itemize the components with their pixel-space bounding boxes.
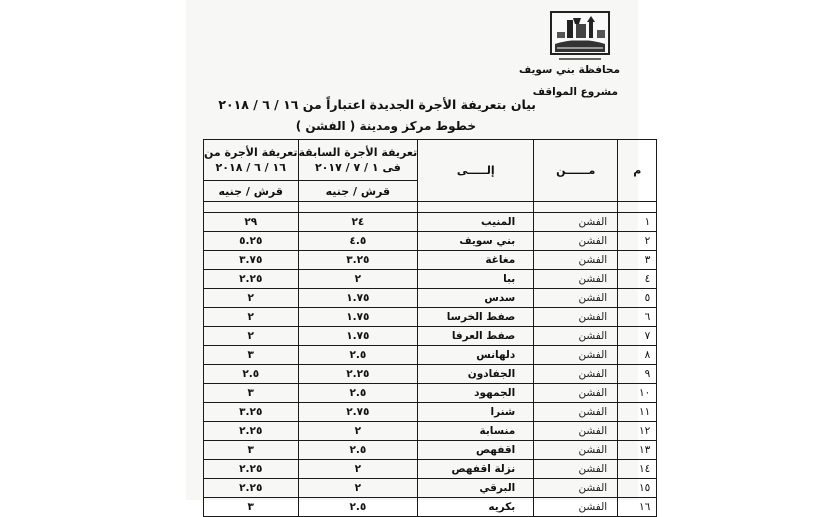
table-row: ١١ الفشن شنرا ٢.٧٥ ٣.٢٥ [204, 403, 657, 422]
old-fare-date: فى ١ / ٧ / ٢٠١٧ [314, 161, 401, 174]
table-row: ٣ الفشن مغاغة ٣.٢٥ ٣.٧٥ [204, 251, 657, 270]
governorate-name: محافظة بني سويف [518, 64, 620, 76]
table-row: ١ الفشن المنيب ٢٤ ٢٩ [204, 213, 657, 232]
table-row: ١٥ الفشن البرقي ٢ ٢.٢٥ [204, 479, 657, 498]
table-row: ١٠ الفشن الجمهود ٢.٥ ٣ [204, 384, 657, 403]
table-row: ٧ الفشن صفط العرفا ١.٧٥ ٢ [204, 327, 657, 346]
col-to-header: إلـــــى [418, 140, 534, 202]
col-new-fare-header [204, 140, 299, 181]
new-fare-unit: قرش / جنيه [204, 181, 299, 202]
table-row: ٦ الفشن صفط الخرسا ١.٧٥ ٢ [204, 308, 657, 327]
document-subtitle: خطوط مركز ومدينة ( الفشن ) [295, 119, 476, 133]
project-name: مشروع المواقف [532, 86, 618, 98]
table-row: ٥ الفشن سدس ١.٧٥ ٢ [204, 289, 657, 308]
table-row: ١٢ الفشن منسابة ٢ ٢.٢٥ [204, 422, 657, 441]
table-row: ١٤ الفشن نزلة اقفهص ٢ ٢.٢٥ [204, 460, 657, 479]
table-row: ٢ الفشن بني سويف ٤.٥ ٥.٢٥ [204, 232, 657, 251]
table-row: ١٦ الفشن بكريه ٢.٥ ٣ [204, 498, 657, 517]
old-fare-unit: قرش / جنيه [298, 181, 418, 202]
fare-table [203, 139, 657, 517]
new-fare-label: تعريفة الأجرة من [204, 146, 298, 159]
table-row: ٩ الفشن الجفادون ٢.٢٥ ٢.٥ [204, 365, 657, 384]
old-fare-label: تعريفة الأجرة السابقة [298, 146, 418, 159]
table-row: ١٣ الفشن اقفهص ٢.٥ ٣ [204, 441, 657, 460]
document-title: بيان بتعريفة الأجرة الجديدة اعتباراً من ١٦ / ٦ / ٢٠١٨ [218, 97, 536, 112]
col-from-header: مــــــن [534, 140, 618, 202]
table-row: ٤ الفشن ببا ٢ ٢.٢٥ [204, 270, 657, 289]
col-old-fare-header [298, 140, 418, 181]
table-row: ٨ الفشن دلهانس ٢.٥ ٣ [204, 346, 657, 365]
governorate-emblem-icon [543, 10, 617, 64]
new-fare-date: ١٦ / ٦ / ٢٠١٨ [215, 161, 286, 174]
header-spacer-row [204, 202, 657, 213]
col-number-header: م [618, 140, 657, 202]
